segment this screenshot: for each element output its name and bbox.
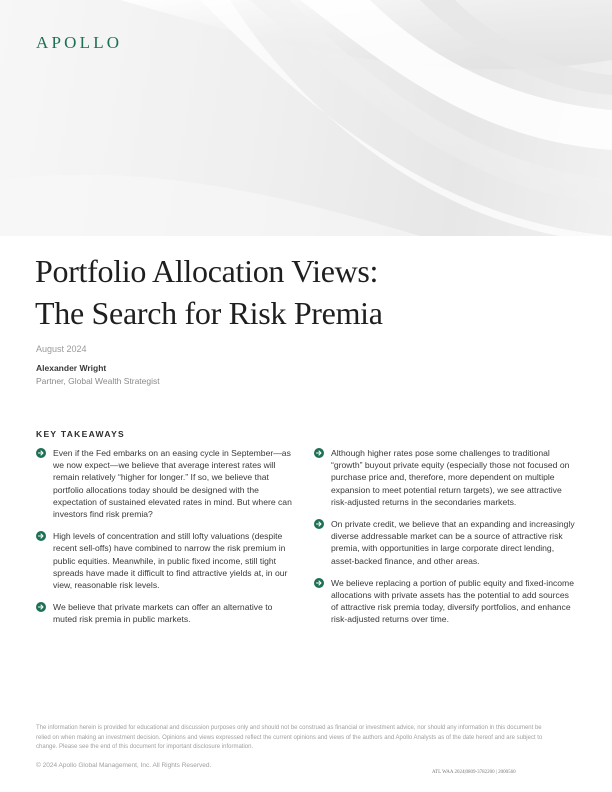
takeaway-item	[36, 601, 298, 625]
right-arrow-circle-icon	[36, 448, 46, 458]
right-arrow-circle-icon	[314, 519, 324, 529]
right-arrow-circle-icon	[314, 448, 324, 458]
takeaway-item	[314, 577, 576, 626]
title-line-1: Portfolio Allocation Views:	[35, 253, 379, 289]
legal-disclaimer: The information herein is provided for educational and discussion purposes only and should not be construed as financial or investment advice, nor should any information in this document be relied on when making an investment decision. Opinions and views expressed reflect the current opinions and views of the authors and Apollo Analysts as of the date hereof and are subject to change. Please see the end of this document for important disclosure information.	[36, 725, 543, 750]
takeaways-right-column	[314, 447, 576, 636]
right-arrow-circle-icon	[314, 578, 324, 588]
author-role: Partner, Global Wealth Strategist	[36, 376, 160, 386]
page-title	[35, 250, 383, 334]
takeaway-text: We believe replacing a portion of public equity and fixed-income allocations with private assets has the potential to add sources of attractive risk premia today, diversify portfolios, and enhance risk-adjusted returns over time.	[331, 577, 574, 625]
copyright-notice: © 2024 Apollo Global Management, Inc. All Rights Reserved.	[36, 762, 212, 769]
document-code: ATL WAA 2024|0809-3782200 | 2000560	[432, 770, 516, 775]
takeaway-item	[36, 447, 298, 520]
takeaway-text: Although higher rates pose some challenges to traditional “growth” buyout private equity (especially those not focused on purchase price and, therefore, more dependent on multiple expansion to meet potential return targets), we see attractive risk-adjusted returns in the secondaries markets.	[331, 448, 570, 507]
takeaway-item	[314, 447, 576, 508]
publication-date: August 2024	[36, 344, 87, 354]
key-takeaways-heading: KEY TAKEAWAYS	[36, 429, 126, 439]
takeaway-text: Even if the Fed embarks on an easing cycle in September—as we now expect—we believe that average interest rates will remain relatively “higher for longer.” If so, we believe that portfolio allocations today should be designed with the expectation of sustained elevated rates in mind. But where can investors find risk premia?	[53, 448, 292, 520]
takeaway-item	[314, 518, 576, 567]
takeaway-item	[36, 530, 298, 591]
author-name: Alexander Wright	[36, 363, 107, 373]
hero-banner	[0, 0, 612, 236]
takeaway-text: We believe that private markets can offer an alternative to muted risk premia in public markets.	[53, 602, 273, 625]
title-line-2: The Search for Risk Premia	[35, 295, 383, 331]
right-arrow-circle-icon	[36, 602, 46, 612]
takeaway-text: On private credit, we believe that an expanding and increasingly diverse addressable market can be a source of attractive risk premia, with opportunities in large corporate direct lending, asset-backed finance, and other areas.	[331, 519, 575, 566]
right-arrow-circle-icon	[36, 531, 46, 541]
takeaway-text: High levels of concentration and still lofty valuations (despite recent sell-offs) have combined to narrow the risk premium in public equities. Meanwhile, in public fixed income, still tight spreads have made it difficult to find attractive yields at, in our view, reasonable risk levels.	[53, 531, 288, 591]
takeaways-left-column	[36, 447, 298, 636]
apollo-logo: APOLLO	[36, 33, 123, 52]
